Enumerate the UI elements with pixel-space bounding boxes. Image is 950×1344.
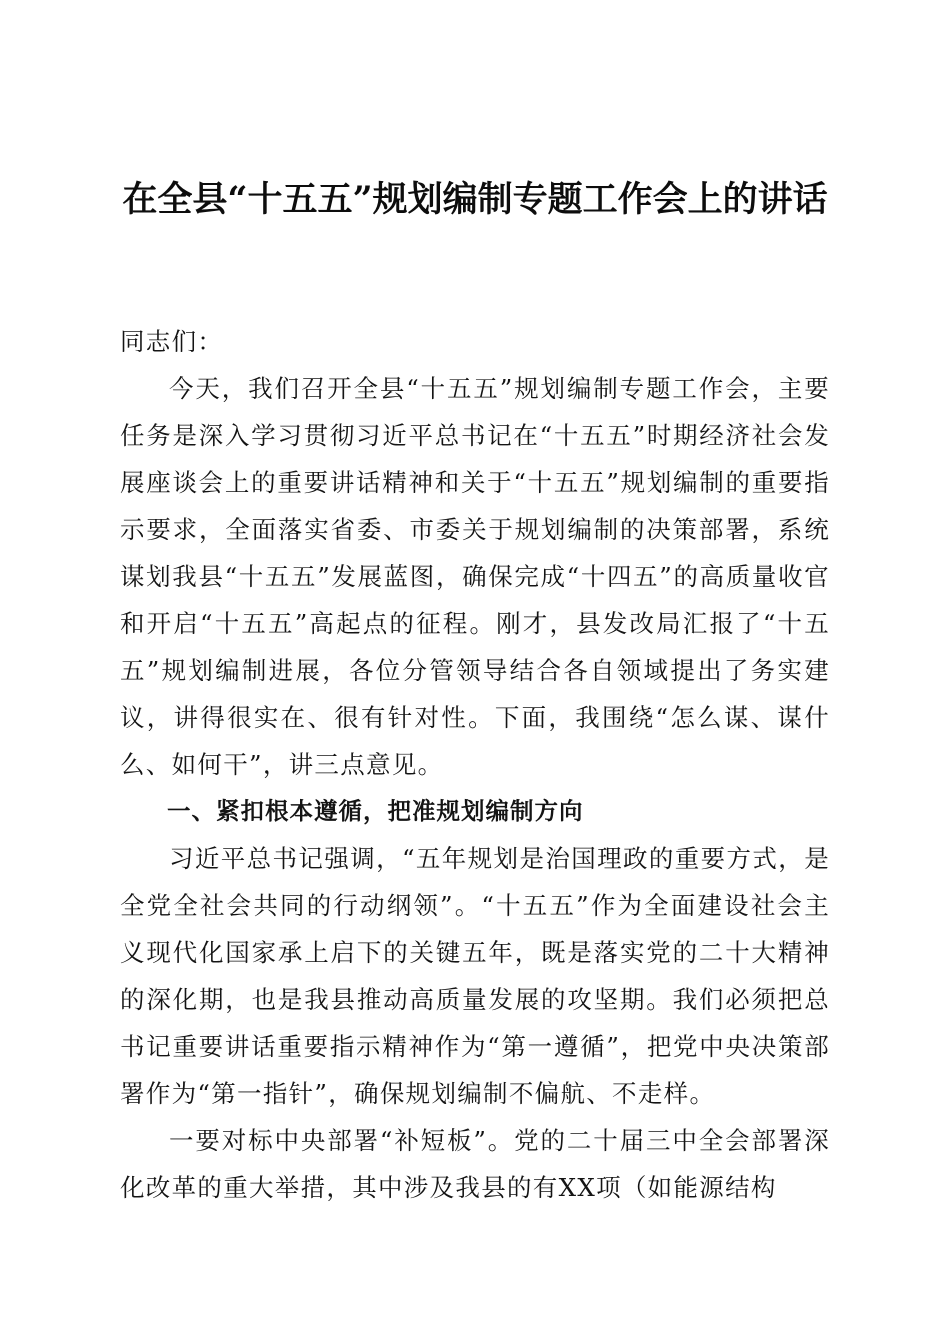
intro-paragraph: 今天，我们召开全县“十五五”规划编制专题工作会，主要任务是深入学习贯彻习近平总书记在“十五五”时期经济社会发展座谈会上的重要讲话精神和关于“十五五”规划编制的重要指示要求，全面落实省委、市委关于规划编制的决策部署，系统谋划我县“十五五”发展蓝图，确保完成“十四五”的高质量收官和开启“十五五”高起点的征程。刚才，县发改局汇报了“十五五”规划编制进展，各位分管领导结合各自领域提出了务实建议，讲得很实在、很有针对性。下面，我围绕“怎么谋、谋什么、如何干”，讲三点意见。: [120, 374, 830, 779]
document-title: 在全县“十五五”规划编制专题工作会上的讲话: [122, 179, 828, 220]
section-paragraph: 一要对标中央部署“补短板”。党的二十届三中全会部署深化改革的重大举措，其中涉及我县的有XX项（如能源结构: [120, 1126, 830, 1202]
section-paragraph: 习近平总书记强调，“五年规划是治国理政的重要方式，是全党全社会共同的行动纲领”。“十五五”作为全面建设社会主义现代化国家承上启下的关键五年，既是落实党的二十大精神的深化期，也是我县推动高质量发展的攻坚期。我们必须把总书记重要讲话重要指示精神作为“第一遵循”，把党中央决策部署作为“第一指针”，确保规划编制不偏航、不走样。: [120, 844, 830, 1108]
salutation: 同志们：: [120, 327, 224, 356]
section-heading: 一、紧扣根本遵循，把准规划编制方向: [167, 797, 584, 825]
document-body: [120, 318, 830, 1211]
